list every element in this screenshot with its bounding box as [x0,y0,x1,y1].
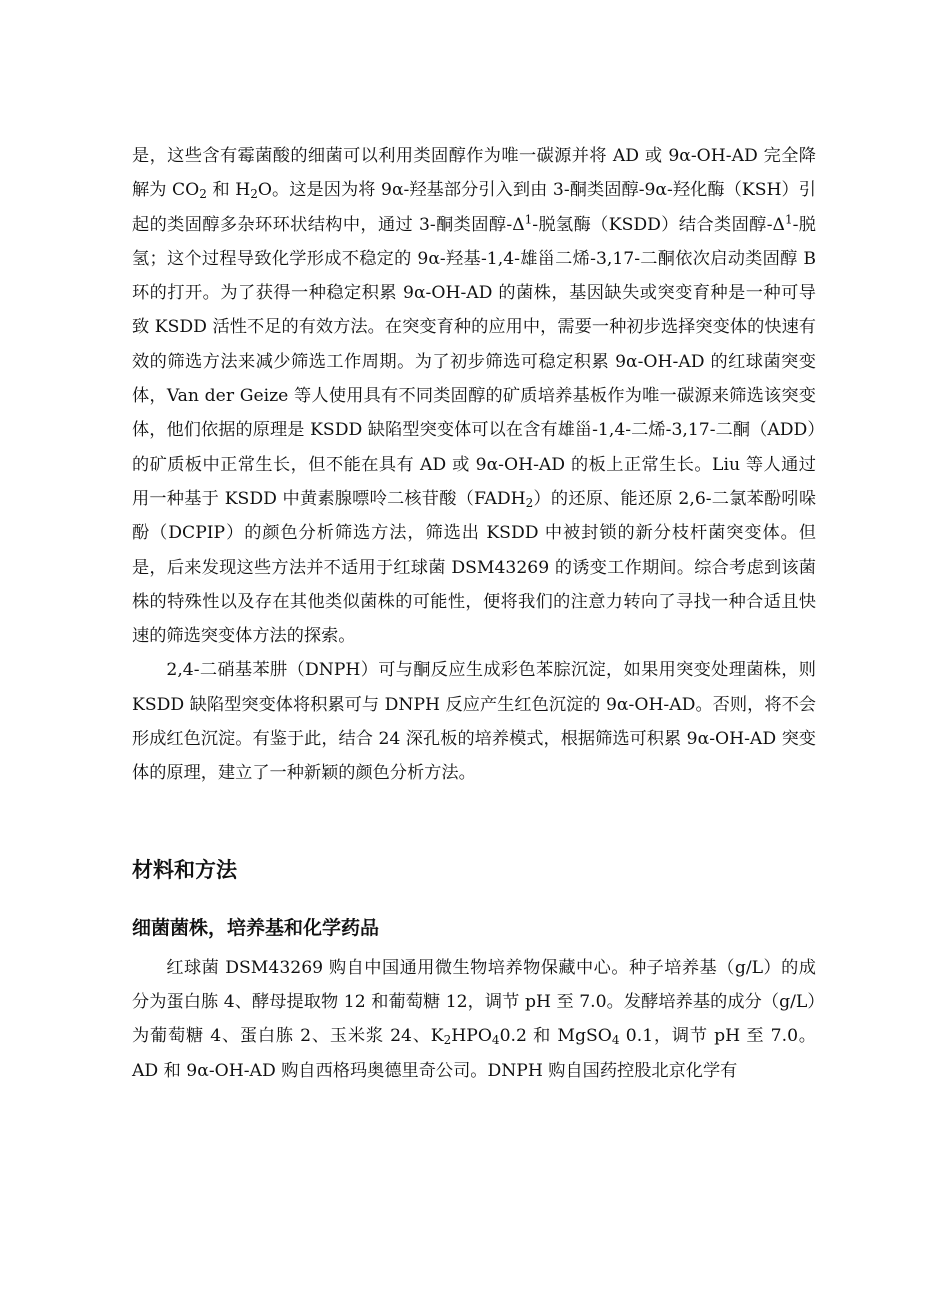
subscript: 2 [199,187,207,202]
text-run: 和 H [206,180,251,201]
subscript: 2 [525,495,534,510]
paragraph-continuation [132,139,816,653]
text-run: 0.2 和 MgSO [499,1026,612,1047]
paragraph-dnph: 2,4-二硝基苯肼（DNPH）可与酮反应生成彩色苯腙沉淀，如果用突变处理菌株，则 KSDD 缺陷型突变体将积累可与 DNPH 反应产生红色沉淀的 9α-OH-AD。否则，将不会形成红色沉淀。有鉴于此，结合 24 深孔板的培养模式，根据筛选可积累 9α-OH-AD 突变体的原理，建立了一种新颖的颜色分析方法。 [132,660,816,784]
text-run: -脱氢酶（KSDD）结合类固醇-Δ [532,214,785,235]
text-run: HPO [451,1026,492,1047]
text-run: 是，这些含有霉菌酸的细菌可以利用类固醇作为唯一碳源并将 AD 或 9α-OH-AD 完全降解为 CO [132,146,816,201]
subscript: 4 [611,1033,620,1048]
text-run: 0.1，调节 pH 至 7.0。AD 和 9α-OH-AD 购自西格玛奥德里奇公司。DNPH 购自国药控股北京化学有 [132,1026,816,1081]
text-run: -脱氢；这个过程导致化学形成不稳定的 9α-羟基-1,4-雄甾二烯-3,17-二酮依次启动类固醇 B 环的打开。为了获得一种稳定积累 9α-OH-AD 的菌株，基因缺失或突变育种是一种可导致 KSDD 活性不足的有效方法。在突变育种的应用中，需要一种初步选择突变体的快速有效的筛选方法来减少筛选工作周期。为了初步筛选可稳定积累 9α-OH-AD 的红球菌突变体，Van der Geize 等人使用具有不同类固醇的矿质培养基板作为唯一碳源来筛选该突变体，他们依据的原理是 KSDD 缺陷型突变体可以在含有雄甾-1,4-二烯-3,17-二酮（ADD）的矿质板中正常生长，但不能在具有 AD 或 9α-OH-AD 的板上正常生长。Liu 等人通过用一种基于 KSDD 中黄素腺嘌呤二核苷酸（FADH [132,214,816,509]
text-run: 红球菌 DSM43269 购自中国通用微生物培养物保藏中心。种子培养基（g/L）的成分为蛋白胨 4、酵母提取物 12 和葡萄糖 12，调节 pH 至 7.0。发酵培养基的成分（g/L）为葡萄糖 4、蛋白胨 2、玉米浆 24、K [132,957,816,1047]
text-run: O。这是因为将 9α-羟基部分引入到由 3-酮类固醇-9α-羟化酶（KSH）引起的类固醇多杂环环状结构中，通过 3-酮类固醇-Δ [132,180,816,235]
superscript: 1 [524,211,533,226]
subscript: 4 [491,1033,500,1048]
paragraph-strains-media [132,951,816,1088]
subsection-heading: 细菌菌株，培养基和化学药品 [132,916,380,939]
text-run: ）的还原、能还原 2,6-二氯苯酚吲哚酚（DCPIP）的颜色分析筛选方法，筛选出 KSDD 中被封锁的新分枝杆菌突变体。但是，后来发现这些方法并不适用于红球菌 DSM43269 的诱变工作期间。综合考虑到该菌株的特殊性以及存在其他类似菌株的可能性，便将我们的注意力转向了寻找一种合适且快速的筛选突变体方法的探索。 [132,488,817,647]
document-page [132,139,816,1088]
subscript: 2 [250,187,258,202]
superscript: 1 [784,211,793,226]
section-heading: 材料和方法 [132,857,237,882]
subscript: 2 [443,1033,452,1048]
